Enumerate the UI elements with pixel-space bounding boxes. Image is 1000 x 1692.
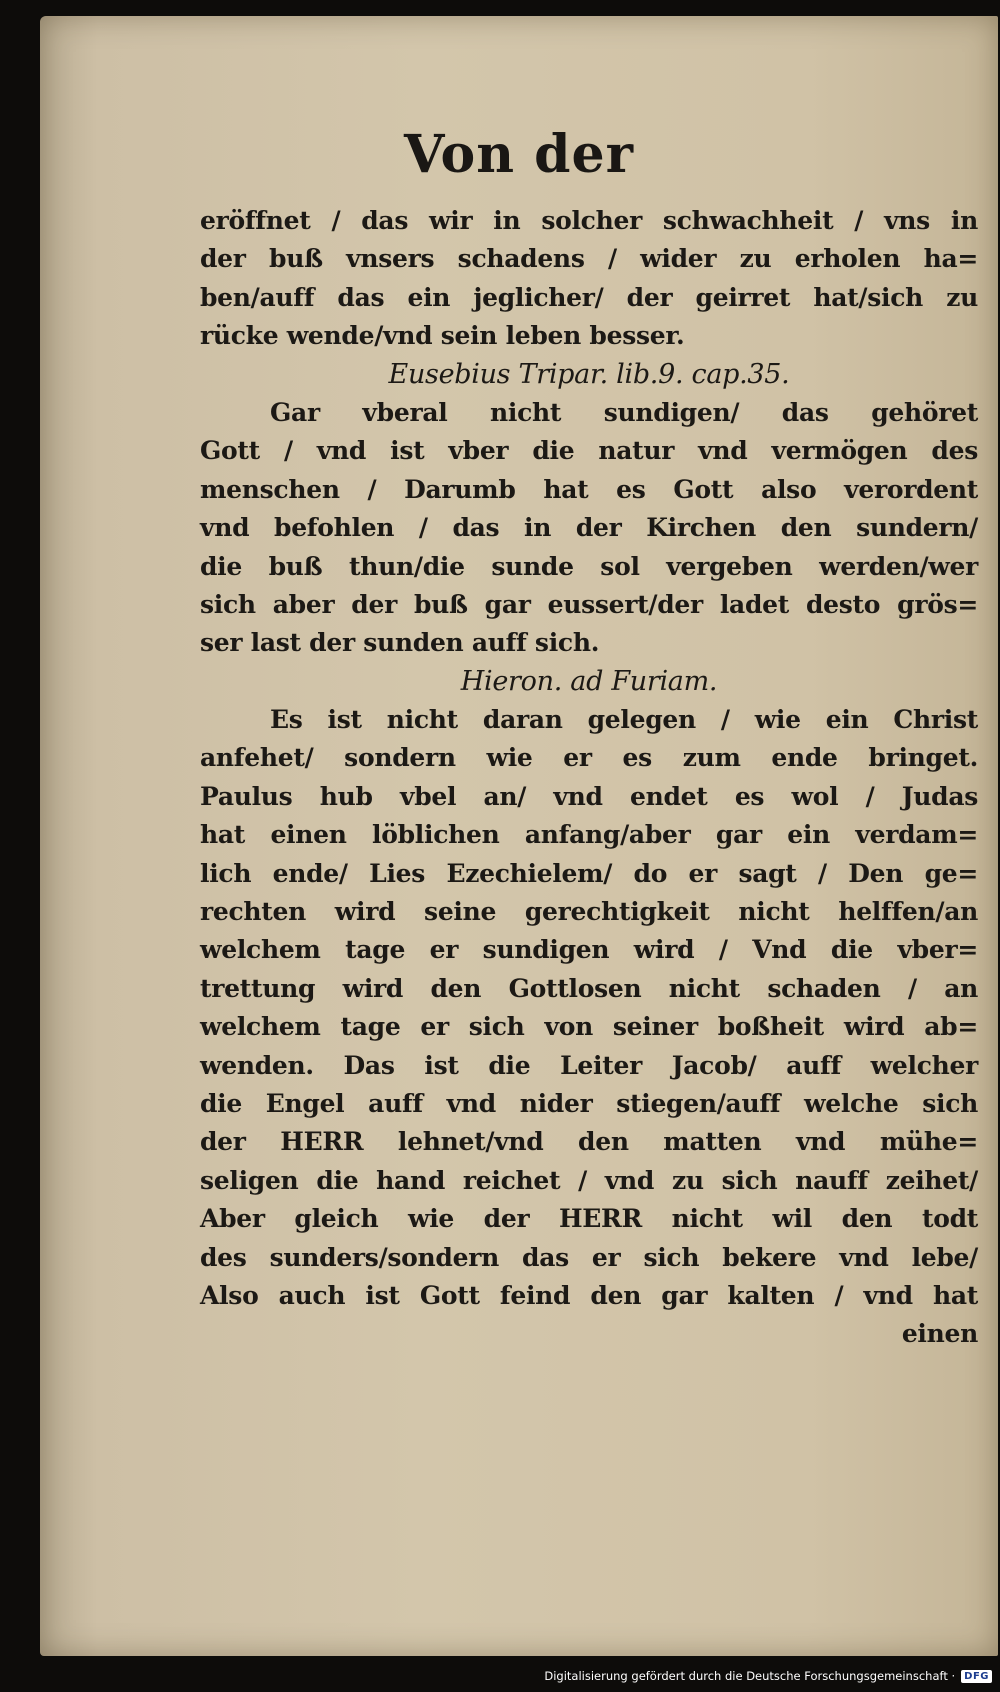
- citation-line: Hieron. ad Furiam.: [460, 665, 718, 697]
- text-line: Paulus hub vbel an/ vnd endet es wol / Judas: [200, 781, 978, 811]
- book-page: [40, 16, 998, 1656]
- text-line: ben/auff das ein jeglicher/ der geirret hat/sich zu: [200, 282, 978, 312]
- text-line: menschen / Darumb hat es Gott also verordent: [200, 474, 978, 504]
- running-heading: Von der: [403, 124, 634, 185]
- text-line: eröffnet / das wir in solcher schwachheit / vns in: [200, 206, 978, 235]
- text-block: [200, 202, 978, 1354]
- text-line: Es ist nicht daran gelegen / wie ein Christ: [270, 705, 978, 735]
- text-line: Aber gleich wie der HERR nicht wil den todt: [200, 1204, 978, 1234]
- text-line: trettung wird den Gottlosen nicht schaden / an: [200, 973, 978, 1003]
- citation-line: Eusebius Tripar. lib.9. cap.35.: [388, 358, 790, 390]
- funding-credit: Digitalisierung gefördert durch die Deutsche Forschungsgemeinschaft ·: [544, 1669, 956, 1683]
- text-line: rechten wird seine gerechtigkeit nicht helffen/an: [200, 897, 978, 927]
- digitization-footer: [544, 1664, 992, 1688]
- text-line: vnd befohlen / das in der Kirchen den sundern/: [200, 513, 978, 543]
- text-line: Gott / vnd ist vber die natur vnd vermögen des: [200, 436, 978, 466]
- dfg-logo-icon: DFG: [961, 1670, 992, 1683]
- text-line: des sunders/sondern das er sich bekere vnd lebe/: [200, 1242, 978, 1272]
- text-line: rücke wende/vnd sein leben besser.: [200, 321, 685, 351]
- text-line: seligen die hand reichet / vnd zu sich nauff zeihet/: [200, 1165, 978, 1195]
- text-line: welchem tage er sich von seiner boßheit wird ab=: [200, 1012, 978, 1042]
- text-line: Also auch ist Gott feind den gar kalten / vnd hat: [200, 1280, 978, 1310]
- text-line: hat einen löblichen anfang/aber gar ein verdam=: [200, 820, 978, 850]
- text-line: anfehet/ sondern wie er es zum ende bringet.: [200, 743, 978, 773]
- text-line: Gar vberal nicht sundigen/ das gehöret: [270, 397, 978, 427]
- text-line: der buß vnsers schadens / wider zu erholen ha=: [200, 244, 978, 274]
- text-line: wenden. Das ist die Leiter Jacob/ auff welcher: [200, 1050, 978, 1080]
- text-line: die buß thun/die sunde sol vergeben werden/wer: [200, 551, 978, 581]
- text-line: sich aber der buß gar eussert/der ladet desto grös=: [200, 589, 978, 619]
- text-line: die Engel auff vnd nider stiegen/auff welche sich: [200, 1088, 978, 1118]
- text-line: einen: [901, 1319, 978, 1349]
- text-line: der HERR lehnet/vnd den matten vnd mühe=: [200, 1127, 978, 1157]
- text-line: welchem tage er sundigen wird / Vnd die vber=: [200, 935, 978, 965]
- text-line: lich ende/ Lies Ezechielem/ do er sagt / Den ge=: [200, 858, 978, 888]
- text-line: ser last der sunden auff sich.: [200, 628, 600, 658]
